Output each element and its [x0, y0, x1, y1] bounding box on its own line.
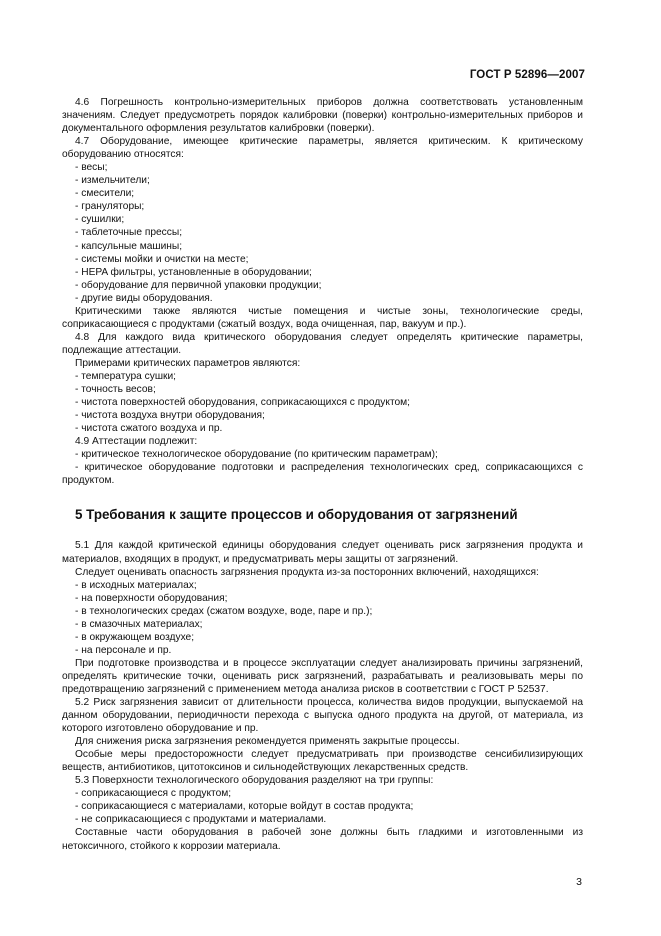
document-number: ГОСТ Р 52896—2007	[469, 69, 585, 81]
page-number: 3	[576, 876, 582, 888]
list-item: - чистота воздуха внутри оборудования;	[75, 410, 265, 422]
paragraph: Следует оценивать опасность загрязнения продукта из-за посторонних включений, находящихся:	[75, 566, 539, 578]
paragraph: Особые меры предосторожности следует предусматривать при производстве сенсибилизирующих веществ, антибиотиков, цитотоксинов и сильнодействующих лекарственных средств.	[62, 749, 583, 774]
list-item: - капсульные машины;	[75, 240, 183, 252]
paragraph: 4.6 Погрешность контрольно-измерительных приборов должна соответствовать установленным значениям. Следует предусмотреть порядок калибровки (поверки) контрольно-измерительных приборов и документального оформления результатов калибровки (поверки).	[62, 97, 583, 135]
list-item: - температура сушки;	[75, 370, 176, 382]
paragraph: Критическими также являются чистые помещения и чистые зоны, технологические среды, соприкасающиеся с продуктами (сжатый воздух, вода очищенная, пар, вакуум и пр.).	[62, 305, 583, 330]
list-item: - не соприкасающиеся с продуктами и материалами.	[75, 814, 327, 826]
list-item: - чистота поверхностей оборудования, соприкасающихся с продуктом;	[75, 397, 411, 409]
list-item: - соприкасающиеся с продуктом;	[75, 788, 232, 800]
section-5-body	[62, 539, 583, 852]
paragraph: 4.9 Аттестации подлежит:	[75, 436, 198, 448]
list-item: - оборудование для первичной упаковки продукции;	[75, 279, 322, 291]
list-item: - на персонале и пр.	[75, 644, 172, 656]
paragraph: 5.1 Для каждой критической единицы оборудования следует оценивать риск загрязнения продукта и материалов, входящих в продукт, и предусматривать меры защиты от загрязнений.	[62, 540, 583, 565]
list-item: - грануляторы;	[75, 201, 145, 213]
paragraph: Составные части оборудования в рабочей зоне должны быть гладкими и изготовленными из нетоксичного, стойкого к коррозии материала.	[62, 827, 583, 852]
list-item: - измельчители;	[75, 175, 150, 187]
list-item: - смесители;	[75, 188, 135, 200]
paragraph: При подготовке производства и в процессе эксплуатации следует анализировать причины загрязнений, определять критические точки, оценивать риск загрязнений, разрабатывать и реализовывать меры по предотвращению загрязнений с применением метода анализа рисков в соответствии с ГОСТ Р 52537.	[62, 657, 583, 695]
list-item: - другие виды оборудования.	[75, 292, 213, 304]
list-item: - критическое технологическое оборудование (по критическим параметрам);	[75, 449, 438, 461]
paragraph: 4.8 Для каждого вида критического оборудования следует определять критические параметры, подлежащие аттестации.	[62, 331, 583, 356]
paragraph: 5.3 Поверхности технологического оборудования разделяют на три группы:	[75, 775, 434, 787]
paragraph: Для снижения риска загрязнения рекомендуется применять закрытые процессы.	[75, 736, 460, 748]
list-item: - соприкасающиеся с материалами, которые войдут в состав продукта;	[75, 801, 414, 813]
section-5-heading: 5 Требования к защите процессов и оборудования от загрязнений	[75, 507, 518, 523]
list-item: - точность весов;	[75, 384, 156, 396]
list-item: - в исходных материалах;	[75, 579, 197, 591]
list-item: - на поверхности оборудования;	[75, 592, 228, 604]
paragraph: Примерами критических параметров являются:	[75, 357, 301, 369]
list-item: - в окружающем воздухе;	[75, 631, 195, 643]
paragraph: - критическое оборудование подготовки и распределения технологических сред, соприкасающихся с продуктом.	[62, 462, 583, 487]
list-item: - чистота сжатого воздуха и пр.	[75, 423, 223, 435]
section-4-continued	[62, 96, 583, 487]
list-item: - сушилки;	[75, 214, 125, 226]
list-item: - таблеточные прессы;	[75, 227, 183, 239]
list-item: - HEPA фильтры, установленные в оборудовании;	[75, 266, 312, 278]
list-item: - весы;	[75, 162, 108, 174]
paragraph: 5.2 Риск загрязнения зависит от длительности процесса, количества видов продукции, выпускаемой на данном оборудовании, периодичности перехода с выпуска одного продукта на другой, от материала, из которого изготовлено оборудование и пр.	[62, 697, 583, 735]
list-item: - в смазочных материалах;	[75, 618, 203, 630]
paragraph: 4.7 Оборудование, имеющее критические параметры, является критическим. К критическому оборудованию относятся:	[62, 136, 583, 161]
page-content	[62, 96, 583, 853]
list-item: - в технологических средах (сжатом воздухе, воде, паре и пр.);	[75, 605, 373, 617]
list-item: - системы мойки и очистки на месте;	[75, 253, 249, 265]
